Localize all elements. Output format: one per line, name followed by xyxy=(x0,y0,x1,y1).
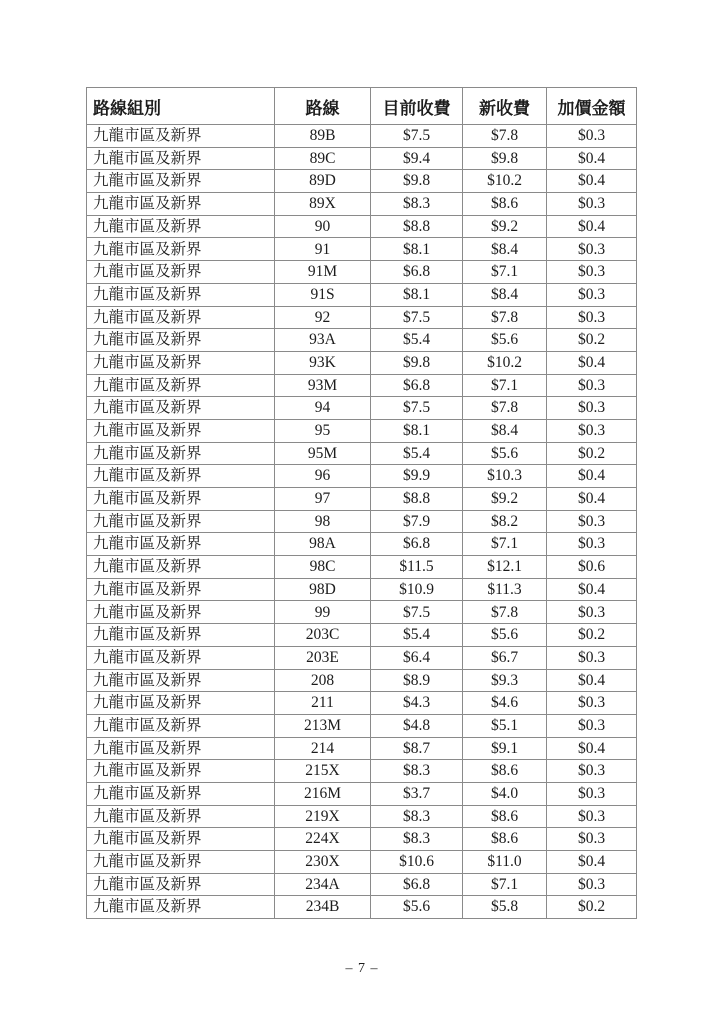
cell-increase: $0.3 xyxy=(547,261,637,284)
cell-current-fare: $7.5 xyxy=(371,306,463,329)
table-row xyxy=(87,828,637,851)
cell-route: 230X xyxy=(275,851,371,874)
cell-route-group: 九龍市區及新界 xyxy=(87,397,275,420)
column-header-increase: 加價金額 xyxy=(547,88,637,125)
cell-route-group: 九龍市區及新界 xyxy=(87,533,275,556)
column-header-route-group: 路線組別 xyxy=(87,88,275,125)
cell-increase: $0.3 xyxy=(547,193,637,216)
cell-route-group: 九龍市區及新界 xyxy=(87,737,275,760)
cell-new-fare: $5.6 xyxy=(463,442,547,465)
cell-route-group: 九龍市區及新界 xyxy=(87,419,275,442)
table-row xyxy=(87,692,637,715)
table-body xyxy=(87,125,637,919)
cell-increase: $0.3 xyxy=(547,714,637,737)
cell-route-group: 九龍市區及新界 xyxy=(87,510,275,533)
cell-route: 219X xyxy=(275,805,371,828)
cell-new-fare: $9.2 xyxy=(463,215,547,238)
cell-increase: $0.3 xyxy=(547,306,637,329)
cell-route: 94 xyxy=(275,397,371,420)
cell-route: 98C xyxy=(275,556,371,579)
cell-route: 214 xyxy=(275,737,371,760)
cell-current-fare: $7.5 xyxy=(371,397,463,420)
cell-route-group: 九龍市區及新界 xyxy=(87,351,275,374)
cell-route-group: 九龍市區及新界 xyxy=(87,556,275,579)
cell-route: 203E xyxy=(275,646,371,669)
cell-route: 90 xyxy=(275,215,371,238)
cell-new-fare: $7.8 xyxy=(463,306,547,329)
cell-route-group: 九龍市區及新界 xyxy=(87,714,275,737)
cell-route-group: 九龍市區及新界 xyxy=(87,374,275,397)
cell-current-fare: $9.8 xyxy=(371,170,463,193)
cell-new-fare: $11.3 xyxy=(463,578,547,601)
cell-current-fare: $5.4 xyxy=(371,329,463,352)
cell-increase: $0.4 xyxy=(547,147,637,170)
cell-current-fare: $11.5 xyxy=(371,556,463,579)
table-row xyxy=(87,896,637,919)
table-row xyxy=(87,646,637,669)
cell-increase: $0.3 xyxy=(547,646,637,669)
cell-increase: $0.2 xyxy=(547,329,637,352)
cell-route: 93K xyxy=(275,351,371,374)
cell-route: 93A xyxy=(275,329,371,352)
cell-increase: $0.4 xyxy=(547,851,637,874)
cell-new-fare: $9.3 xyxy=(463,669,547,692)
cell-route-group: 九龍市區及新界 xyxy=(87,125,275,148)
cell-new-fare: $8.6 xyxy=(463,193,547,216)
cell-route: 91M xyxy=(275,261,371,284)
cell-increase: $0.3 xyxy=(547,828,637,851)
cell-new-fare: $4.0 xyxy=(463,782,547,805)
cell-increase: $0.2 xyxy=(547,896,637,919)
table-row xyxy=(87,601,637,624)
cell-route-group: 九龍市區及新界 xyxy=(87,873,275,896)
cell-new-fare: $8.2 xyxy=(463,510,547,533)
cell-increase: $0.3 xyxy=(547,238,637,261)
cell-current-fare: $8.3 xyxy=(371,760,463,783)
cell-current-fare: $8.3 xyxy=(371,805,463,828)
cell-route: 96 xyxy=(275,465,371,488)
cell-new-fare: $7.8 xyxy=(463,397,547,420)
cell-route-group: 九龍市區及新界 xyxy=(87,692,275,715)
table-row xyxy=(87,805,637,828)
cell-route: 98A xyxy=(275,533,371,556)
cell-new-fare: $5.6 xyxy=(463,624,547,647)
cell-route-group: 九龍市區及新界 xyxy=(87,624,275,647)
table-row xyxy=(87,374,637,397)
cell-new-fare: $8.6 xyxy=(463,828,547,851)
cell-new-fare: $10.2 xyxy=(463,170,547,193)
cell-current-fare: $8.7 xyxy=(371,737,463,760)
table-row xyxy=(87,533,637,556)
column-header-current-fare: 目前收費 xyxy=(371,88,463,125)
cell-route: 95M xyxy=(275,442,371,465)
cell-increase: $0.3 xyxy=(547,782,637,805)
cell-new-fare: $8.6 xyxy=(463,805,547,828)
cell-new-fare: $8.4 xyxy=(463,419,547,442)
cell-route-group: 九龍市區及新界 xyxy=(87,896,275,919)
table-row xyxy=(87,488,637,511)
cell-increase: $0.3 xyxy=(547,374,637,397)
cell-increase: $0.4 xyxy=(547,669,637,692)
cell-increase: $0.6 xyxy=(547,556,637,579)
cell-increase: $0.4 xyxy=(547,215,637,238)
cell-current-fare: $8.9 xyxy=(371,669,463,692)
table-row xyxy=(87,283,637,306)
table-row xyxy=(87,193,637,216)
cell-increase: $0.3 xyxy=(547,419,637,442)
table-row xyxy=(87,669,637,692)
cell-current-fare: $8.8 xyxy=(371,488,463,511)
cell-current-fare: $4.8 xyxy=(371,714,463,737)
cell-increase: $0.3 xyxy=(547,125,637,148)
cell-route: 89C xyxy=(275,147,371,170)
cell-route: 93M xyxy=(275,374,371,397)
cell-route: 92 xyxy=(275,306,371,329)
cell-route-group: 九龍市區及新界 xyxy=(87,488,275,511)
cell-route-group: 九龍市區及新界 xyxy=(87,329,275,352)
fare-table xyxy=(86,87,637,919)
cell-increase: $0.3 xyxy=(547,397,637,420)
cell-route: 89D xyxy=(275,170,371,193)
cell-increase: $0.4 xyxy=(547,578,637,601)
cell-route-group: 九龍市區及新界 xyxy=(87,669,275,692)
table-row xyxy=(87,125,637,148)
cell-increase: $0.3 xyxy=(547,760,637,783)
cell-current-fare: $8.1 xyxy=(371,419,463,442)
cell-new-fare: $10.2 xyxy=(463,351,547,374)
cell-increase: $0.3 xyxy=(547,805,637,828)
cell-route: 203C xyxy=(275,624,371,647)
cell-increase: $0.4 xyxy=(547,351,637,374)
cell-route-group: 九龍市區及新界 xyxy=(87,215,275,238)
cell-new-fare: $5.6 xyxy=(463,329,547,352)
cell-increase: $0.3 xyxy=(547,533,637,556)
cell-route-group: 九龍市區及新界 xyxy=(87,601,275,624)
cell-route: 211 xyxy=(275,692,371,715)
cell-increase: $0.2 xyxy=(547,624,637,647)
cell-current-fare: $6.8 xyxy=(371,873,463,896)
cell-route-group: 九龍市區及新界 xyxy=(87,238,275,261)
cell-current-fare: $9.4 xyxy=(371,147,463,170)
cell-route-group: 九龍市區及新界 xyxy=(87,170,275,193)
cell-new-fare: $9.1 xyxy=(463,737,547,760)
cell-new-fare: $7.1 xyxy=(463,533,547,556)
cell-route-group: 九龍市區及新界 xyxy=(87,283,275,306)
table-row xyxy=(87,261,637,284)
table-row xyxy=(87,329,637,352)
cell-current-fare: $9.9 xyxy=(371,465,463,488)
cell-current-fare: $6.8 xyxy=(371,261,463,284)
cell-route: 97 xyxy=(275,488,371,511)
table-row xyxy=(87,737,637,760)
cell-new-fare: $4.6 xyxy=(463,692,547,715)
cell-new-fare: $7.1 xyxy=(463,261,547,284)
table-row xyxy=(87,419,637,442)
cell-new-fare: $8.4 xyxy=(463,283,547,306)
cell-route-group: 九龍市區及新界 xyxy=(87,805,275,828)
cell-current-fare: $8.8 xyxy=(371,215,463,238)
cell-new-fare: $5.8 xyxy=(463,896,547,919)
table-row xyxy=(87,351,637,374)
cell-new-fare: $8.6 xyxy=(463,760,547,783)
cell-current-fare: $8.1 xyxy=(371,283,463,306)
cell-route: 89B xyxy=(275,125,371,148)
cell-route: 98 xyxy=(275,510,371,533)
cell-new-fare: $7.8 xyxy=(463,601,547,624)
table-row xyxy=(87,782,637,805)
cell-new-fare: $5.1 xyxy=(463,714,547,737)
cell-route: 98D xyxy=(275,578,371,601)
cell-route: 213M xyxy=(275,714,371,737)
table-row xyxy=(87,510,637,533)
cell-current-fare: $7.9 xyxy=(371,510,463,533)
cell-current-fare: $5.6 xyxy=(371,896,463,919)
cell-current-fare: $8.3 xyxy=(371,828,463,851)
cell-route-group: 九龍市區及新界 xyxy=(87,828,275,851)
column-header-route: 路線 xyxy=(275,88,371,125)
cell-current-fare: $6.8 xyxy=(371,374,463,397)
table-row xyxy=(87,873,637,896)
cell-route: 208 xyxy=(275,669,371,692)
table-row xyxy=(87,215,637,238)
table-row xyxy=(87,170,637,193)
cell-route-group: 九龍市區及新界 xyxy=(87,578,275,601)
table-row xyxy=(87,760,637,783)
cell-current-fare: $5.4 xyxy=(371,442,463,465)
cell-increase: $0.4 xyxy=(547,465,637,488)
table-row xyxy=(87,306,637,329)
cell-increase: $0.4 xyxy=(547,488,637,511)
cell-new-fare: $12.1 xyxy=(463,556,547,579)
cell-increase: $0.3 xyxy=(547,510,637,533)
cell-new-fare: $7.1 xyxy=(463,873,547,896)
cell-route: 95 xyxy=(275,419,371,442)
table-row xyxy=(87,442,637,465)
cell-increase: $0.4 xyxy=(547,737,637,760)
cell-current-fare: $10.6 xyxy=(371,851,463,874)
column-header-new-fare: 新收費 xyxy=(463,88,547,125)
cell-route: 224X xyxy=(275,828,371,851)
table-row xyxy=(87,624,637,647)
cell-current-fare: $3.7 xyxy=(371,782,463,805)
cell-route-group: 九龍市區及新界 xyxy=(87,782,275,805)
cell-increase: $0.2 xyxy=(547,442,637,465)
table-row xyxy=(87,578,637,601)
cell-new-fare: $9.2 xyxy=(463,488,547,511)
cell-route: 89X xyxy=(275,193,371,216)
cell-route: 234A xyxy=(275,873,371,896)
cell-increase: $0.3 xyxy=(547,692,637,715)
cell-route-group: 九龍市區及新界 xyxy=(87,147,275,170)
cell-route-group: 九龍市區及新界 xyxy=(87,306,275,329)
cell-route-group: 九龍市區及新界 xyxy=(87,760,275,783)
cell-current-fare: $9.8 xyxy=(371,351,463,374)
cell-route: 91 xyxy=(275,238,371,261)
table-row xyxy=(87,851,637,874)
cell-new-fare: $9.8 xyxy=(463,147,547,170)
cell-route-group: 九龍市區及新界 xyxy=(87,261,275,284)
cell-route-group: 九龍市區及新界 xyxy=(87,193,275,216)
cell-increase: $0.3 xyxy=(547,873,637,896)
cell-current-fare: $6.8 xyxy=(371,533,463,556)
table-row xyxy=(87,714,637,737)
cell-increase: $0.3 xyxy=(547,601,637,624)
cell-increase: $0.3 xyxy=(547,283,637,306)
cell-current-fare: $7.5 xyxy=(371,125,463,148)
cell-current-fare: $8.1 xyxy=(371,238,463,261)
table-row xyxy=(87,556,637,579)
cell-route-group: 九龍市區及新界 xyxy=(87,851,275,874)
cell-route: 234B xyxy=(275,896,371,919)
cell-route-group: 九龍市區及新界 xyxy=(87,646,275,669)
cell-current-fare: $8.3 xyxy=(371,193,463,216)
cell-increase: $0.4 xyxy=(547,170,637,193)
cell-current-fare: $7.5 xyxy=(371,601,463,624)
cell-route: 216M xyxy=(275,782,371,805)
cell-new-fare: $11.0 xyxy=(463,851,547,874)
cell-new-fare: $6.7 xyxy=(463,646,547,669)
page-number: – 7 – xyxy=(345,961,379,976)
cell-new-fare: $7.8 xyxy=(463,125,547,148)
cell-current-fare: $6.4 xyxy=(371,646,463,669)
cell-route: 215X xyxy=(275,760,371,783)
cell-current-fare: $4.3 xyxy=(371,692,463,715)
cell-current-fare: $10.9 xyxy=(371,578,463,601)
cell-route: 99 xyxy=(275,601,371,624)
cell-route: 91S xyxy=(275,283,371,306)
cell-route-group: 九龍市區及新界 xyxy=(87,465,275,488)
table-row xyxy=(87,147,637,170)
cell-new-fare: $7.1 xyxy=(463,374,547,397)
cell-new-fare: $8.4 xyxy=(463,238,547,261)
cell-route-group: 九龍市區及新界 xyxy=(87,442,275,465)
table-row xyxy=(87,465,637,488)
table-row xyxy=(87,238,637,261)
cell-new-fare: $10.3 xyxy=(463,465,547,488)
table-header-row xyxy=(87,88,637,125)
table-row xyxy=(87,397,637,420)
cell-current-fare: $5.4 xyxy=(371,624,463,647)
